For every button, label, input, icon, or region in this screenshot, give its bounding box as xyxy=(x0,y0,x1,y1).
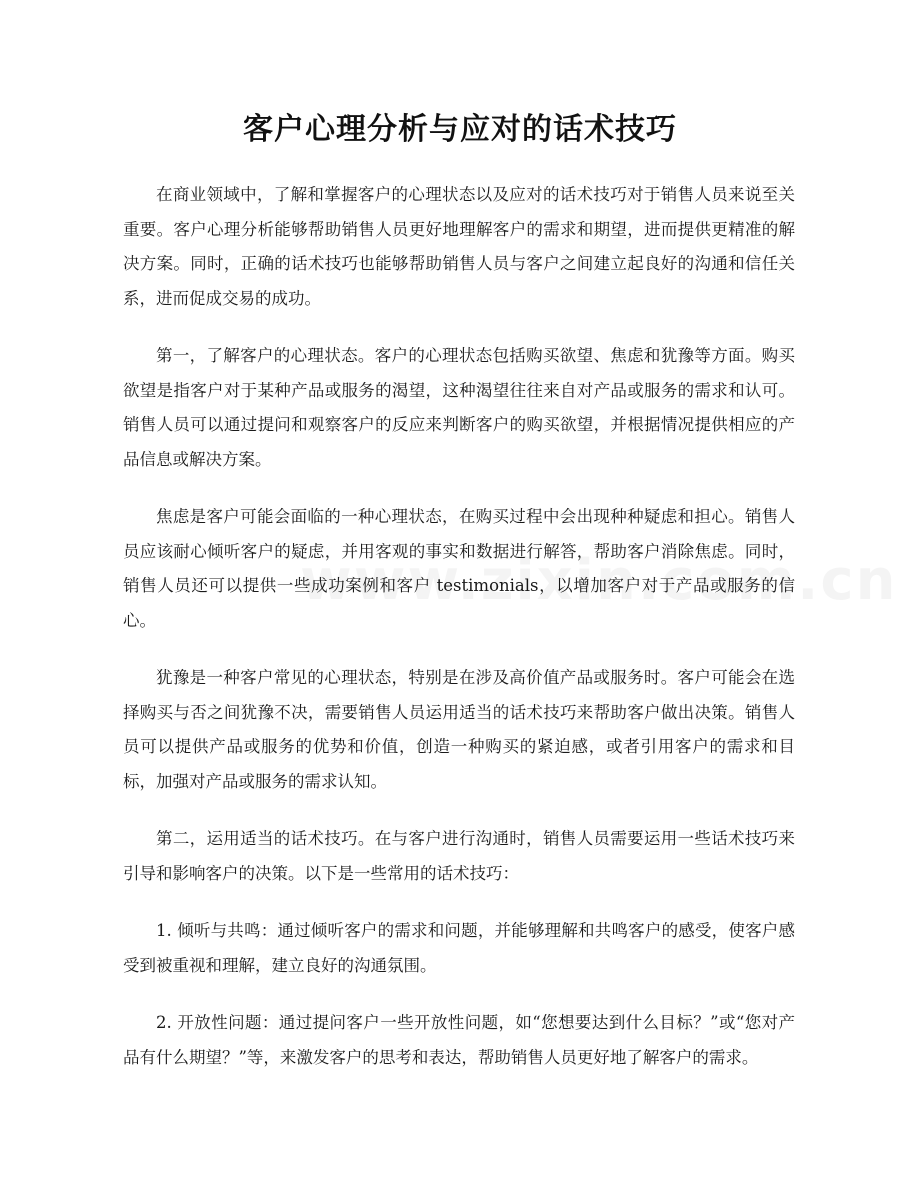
paragraph-intro: 在商业领域中，了解和掌握客户的心理状态以及应对的话术技巧对于销售人员来说至关重要。客户心理分析能够帮助销售人员更好地理解客户的需求和期望，进而提供更精准的解决方案。同时，正确的话术技巧也能够帮助销售人员与客户之间建立起良好的沟通和信任关系，进而促成交易的成功。 xyxy=(123,185,795,308)
paragraph-technique-two: 2. 开放性问题：通过提问客户一些开放性问题，如“您想要达到什么目标？”或“您对产品有什么期望？”等，来激发客户的思考和表达，帮助销售人员更好地了解客户的需求。 xyxy=(123,1013,795,1067)
paragraph-section-one: 第一，了解客户的心理状态。客户的心理状态包括购买欲望、焦虑和犹豫等方面。购买欲望是指客户对于某种产品或服务的渴望，这种渴望往往来自对产品或服务的需求和认可。销售人员可以通过提问和观察客户的反应来判断客户的购买欲望，并根据情况提供相应的产品信息或解决方案。 xyxy=(123,346,795,469)
document-body xyxy=(123,178,795,1098)
paragraph-section-two: 第二，运用适当的话术技巧。在与客户进行沟通时，销售人员需要运用一些话术技巧来引导和影响客户的决策。以下是一些常用的话术技巧： xyxy=(123,829,795,883)
paragraph-anxiety: 焦虑是客户可能会面临的一种心理状态，在购买过程中会出现种种疑虑和担心。销售人员应该耐心倾听客户的疑虑，并用客观的事实和数据进行解答，帮助客户消除焦虑。同时，销售人员还可以提供一些成功案例和客户 testimonials，以增加客户对于产品或服务的信心。 xyxy=(123,507,795,630)
paragraph-hesitation: 犹豫是一种客户常见的心理状态，特别是在涉及高价值产品或服务时。客户可能会在选择购买与否之间犹豫不决，需要销售人员运用适当的话术技巧来帮助客户做出决策。销售人员可以提供产品或服务的优势和价值，创造一种购买的紧迫感，或者引用客户的需求和目标，加强对产品或服务的需求认知。 xyxy=(123,668,795,791)
paragraph-technique-one: 1. 倾听与共鸣：通过倾听客户的需求和问题，并能够理解和共鸣客户的感受，使客户感受到被重视和理解，建立良好的沟通氛围。 xyxy=(123,921,795,975)
document-title: 客户心理分析与应对的话术技巧 xyxy=(243,112,677,147)
